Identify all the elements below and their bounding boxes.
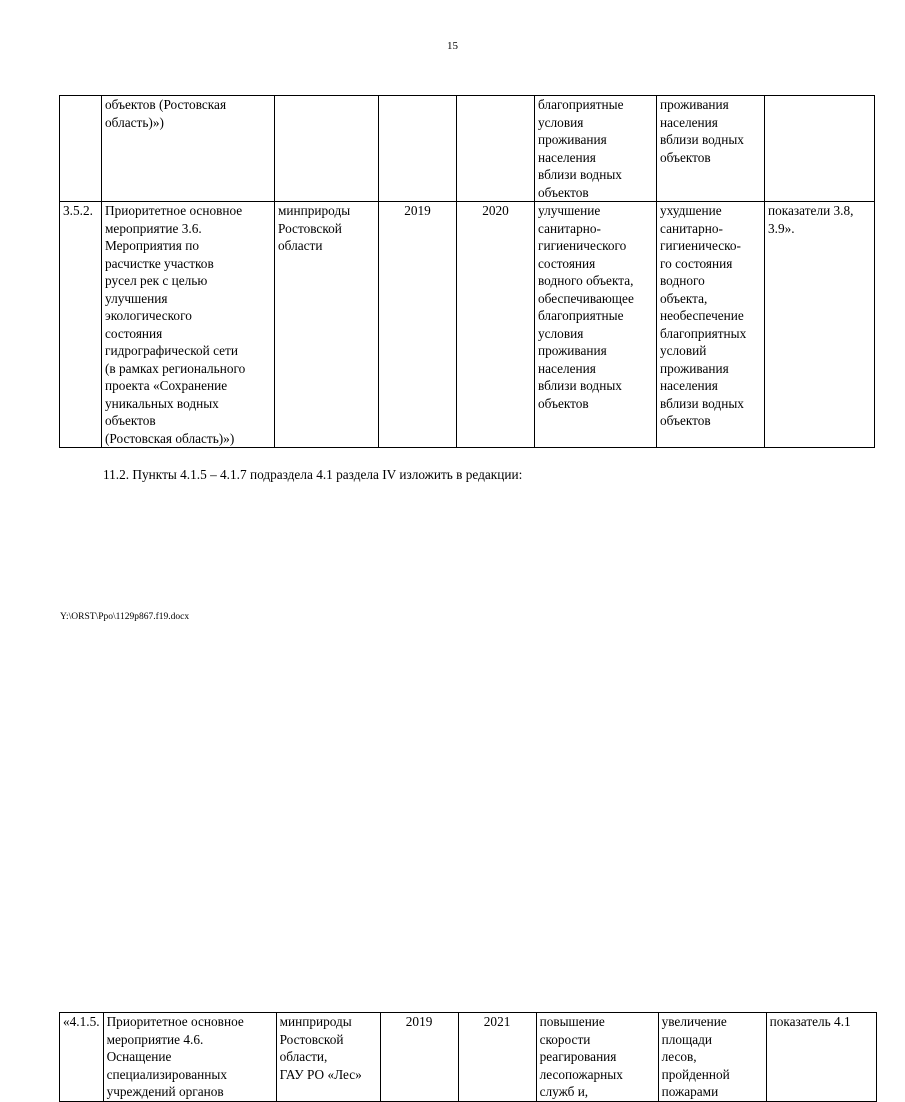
amendment-paragraph: 11.2. Пункты 4.1.5 – 4.1.7 подраздела 4.1 раздела IV изложить в редакции: [103,467,523,482]
cell-indicator-link: показатель 4.1 [766,1013,876,1102]
cell-number: «4.1.5. [60,1013,104,1102]
table-row [60,202,875,448]
cell-executor [275,96,379,202]
cell-start-year: 2019 [379,202,457,448]
cell-start-year: 2019 [380,1013,458,1102]
cell-expected-result: благоприятные условия проживания населения вблизи водных объектов [535,96,657,202]
cell-expected-result: улучшение санитарно- гигиенического состояния водного объекта, обеспечивающее благоприятные условия проживания населения вблизи водных объектов [535,202,657,448]
cell-activity: объектов (Ростовская область)») [102,96,275,202]
cell-indicator-link: показатели 3.8, 3.9». [765,202,875,448]
cell-start-year [379,96,457,202]
cell-end-year: 2020 [457,202,535,448]
measures-table-bottom [59,1012,877,1102]
cell-executor: минприроды Ростовской области, ГАУ РО «Лес» [276,1013,380,1102]
cell-indicator-link [765,96,875,202]
cell-consequence: ухудшение санитарно- гигиеническо- го состояния водного объекта, необеспечение благоприятных условий проживания населения вблизи водных объектов [657,202,765,448]
cell-activity: Приоритетное основное мероприятие 4.6. Оснащение специализированных учреждений органов [103,1013,276,1102]
cell-end-year [457,96,535,202]
cell-executor: минприроды Ростовской области [275,202,379,448]
cell-consequence: увеличение площади лесов, пройденной пожарами [658,1013,766,1102]
cell-consequence: проживания населения вблизи водных объектов [657,96,765,202]
table-row [60,1013,877,1102]
cell-activity: Приоритетное основное мероприятие 3.6. Мероприятия по расчистке участков русел рек с целью улучшения экологического состояния гидрографической сети (в рамках регионального проекта «Сохранение уникальных водных объектов (Ростовская область)») [102,202,275,448]
cell-number: 3.5.2. [60,202,102,448]
cell-number [60,96,102,202]
cell-expected-result: повышение скорости реагирования лесопожарных служб и, [536,1013,658,1102]
table-row [60,96,875,202]
cell-end-year: 2021 [458,1013,536,1102]
measures-table-top [59,95,875,448]
page-number: 15 [447,40,458,52]
file-path-footer: Y:\ORST\Ppo\1129p867.f19.docx [60,612,190,622]
